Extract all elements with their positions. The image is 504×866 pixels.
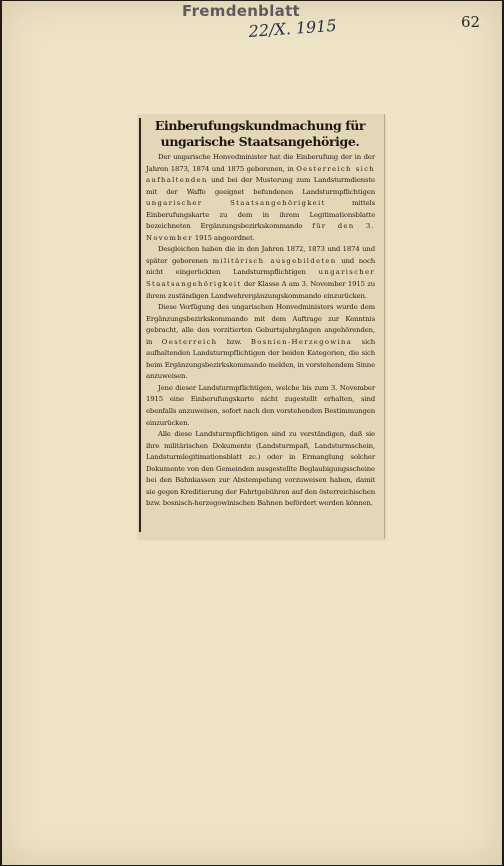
- text-run: Desgleichen haben die in den Jahren 1872, 1873 und 1874 und später geborenen: [146, 245, 375, 265]
- paragraph-3: [146, 302, 375, 383]
- paragraph-5: Alle diese Landsturmpflichtigen sind zu verständigen, daß sie ihre militärischen Dokumente (Landsturmpaß, Landsturmschein, Landsturmlegitimationsblatt zc.) oder in Ermanglung solcher Dokumente von den Gemeinden ausgestellte Beglaubigungsscheine bei den Bahnkassen zur Abstempelung vorzuweisen haben, damit sie gegen Kreditierung der Fahrtgebühren auf den österreichischen bzw. bosnisch-herzegowinischen Bahnen befördert werden können.: [146, 430, 375, 508]
- handwritten-date: 22/X. 1915: [248, 15, 338, 41]
- text-run: und bei der Musterung zum Landsturmdienste mit der Waffe geeignet befundenen Landsturmpflichtigen: [146, 176, 375, 196]
- page-number: 62: [461, 13, 481, 31]
- paragraph-4: Jene dieser Landsturmpflichtigen, welche bis zum 3. November 1915 eine Einberufungskarte nicht zugestellt erhalten, sind ebenfalls anzuweisen, sofort nach den vorstehenden Bestimmungen einzurücken.: [146, 383, 375, 427]
- text-run: sich aufhaltenden Landsturmpflichtigen der beiden Kategorien, die sich beim Ergänzungsbezirkskommando melden, in vorstehendem Sinne anzuweisen.: [146, 337, 375, 381]
- spaced-text: für den 3. November: [146, 222, 375, 242]
- column-rule: [139, 118, 141, 532]
- text-run: der Klasse A am 3. November 1915 zu ihrem zuständigen Landwehrergänzungskommando einzurücken.: [146, 280, 375, 300]
- paragraph-2: [146, 244, 375, 302]
- spaced-text: Oesterreich: [161, 337, 218, 346]
- spaced-text: Bosnien-Herzegowina: [250, 337, 353, 346]
- text-run: mittels Einberufungskarte zu dem in ihrem Legitimationsblatte bezeichneten Ergänzungsbezirkskommando: [146, 199, 375, 231]
- article-headline: Einberufungskundmachung für ungarische Staatsangehörige.: [154, 118, 366, 149]
- text-run: bzw.: [217, 337, 251, 346]
- spaced-text: ungarischer Staatsangehörigkeit: [146, 268, 375, 289]
- spaced-text: militärisch ausgebildeten: [212, 256, 337, 265]
- text-run: Diese Verfügung des ungarischen Honvedministers wurde dem Ergänzungsbezirkskommando mit dem Auftrage zur Kenntnis gebracht, alle den vorzitierten Geburtsjahrgängen angehörenden, in: [146, 303, 375, 346]
- text-run: 1915 angeordnet.: [192, 233, 255, 242]
- spaced-text: ungarischer Staatsangehörigkeit: [146, 199, 326, 208]
- newspaper-stamp: Fremdenblatt: [182, 2, 301, 20]
- paragraph-1: [146, 152, 375, 244]
- text-run: und noch nicht eingerückten Landsturmpflichtigen: [146, 256, 375, 277]
- spaced-text: Oesterreich sich aufhaltenden: [146, 164, 376, 185]
- article-body: [146, 152, 375, 510]
- text-run: Der ungarische Honvedminister hat die Einberufung der in der Jahren 1873, 1874 und 1875 geborenen, in: [146, 153, 375, 173]
